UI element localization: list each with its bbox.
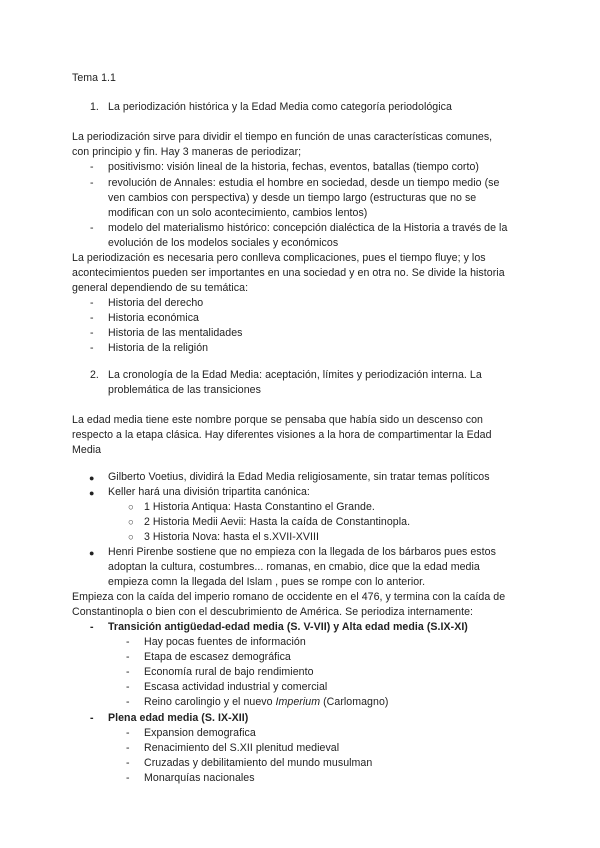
- bullet-marker: ●: [89, 548, 95, 558]
- paragraph-line: respecto a la etapa clásica. Hay diferentes visiones a la hora de compartimentar la Edad: [72, 429, 492, 441]
- list-item: Historia del derecho: [108, 297, 204, 309]
- paragraph-line: con principio y fin. Hay 3 maneras de periodizar;: [72, 146, 302, 158]
- paragraph-line: Constantinopla o bien con el descubrimiento de América. Se periodiza internamente:: [72, 606, 474, 618]
- sub-list-item: Expansion demografica: [144, 727, 256, 739]
- paragraph-line: Media: [72, 444, 102, 456]
- item-text: Reino carolingio y el nuevo: [144, 696, 276, 708]
- list-item-cont: empieza comn la llegada del Islam , pues se rompe con lo anterior.: [108, 576, 426, 588]
- list-item: revolución de Annales: estudia el hombre en sociedad, desde un tiempo medio (se: [108, 177, 500, 189]
- list-item: Henri Pirenbe sostiene que no empieza con la llegada de los bárbaros pues estos: [108, 546, 496, 558]
- section-title: La periodización histórica y la Edad Media como categoría periodológica: [108, 101, 452, 113]
- sub-list-item: 3 Historia Nova: hasta el s.XVII-XVIII: [144, 531, 319, 543]
- sub-list-item: Etapa de escasez demográfica: [144, 651, 291, 663]
- dash-marker: -: [126, 742, 130, 754]
- dash-marker: -: [126, 696, 130, 708]
- list-item: Keller hará una división tripartita canónica:: [108, 486, 310, 498]
- list-item: Historia de las mentalidades: [108, 327, 243, 339]
- bullet-marker: ●: [89, 473, 95, 483]
- dash-marker: -: [90, 327, 94, 339]
- sub-list-item: Economía rural de bajo rendimiento: [144, 666, 314, 678]
- dash-marker: -: [90, 222, 94, 234]
- section-number: 2.: [90, 369, 99, 381]
- sub-list-item: Monarquías nacionales: [144, 772, 255, 784]
- list-item-cont: evolución de los modelos sociales y económicos: [108, 237, 339, 249]
- sub-list-item: Hay pocas fuentes de información: [144, 636, 306, 648]
- paragraph-line: acontecimientos pueden ser importantes en una sociedad y en otra no. Se divide la historia: [72, 267, 505, 279]
- sub-list-item: Cruzadas y debilitamiento del mundo musulman: [144, 757, 373, 769]
- paragraph-line: La periodización es necesaria pero conlleva complicaciones, pues el tiempo fluye; y los: [72, 252, 486, 264]
- paragraph-line: La periodización sirve para dividir el tiempo en función de unas características comunes,: [72, 131, 493, 143]
- sub-list-item: Escasa actividad industrial y comercial: [144, 681, 328, 693]
- section-number: 1.: [90, 101, 99, 113]
- list-item-cont: ven cambios con perspectiva) y desde un tiempo largo (estructuras que no se: [108, 192, 477, 204]
- sub-list-item: 2 Historia Medii Aevii: Hasta la caída de Constantinopla.: [144, 516, 411, 528]
- dash-marker: -: [90, 342, 94, 354]
- paragraph-line: general dependiendo de su temática:: [72, 282, 249, 294]
- list-item: positivismo: visión lineal de la historia, fechas, eventos, batallas (tiempo corto): [108, 161, 479, 173]
- section-title: La cronología de la Edad Media: aceptación, límites y periodización interna. La: [108, 369, 482, 381]
- dash-marker: -: [126, 681, 130, 693]
- dash-marker: -: [126, 666, 130, 678]
- list-item: modelo del materialismo histórico: concepción dialéctica de la Historia a través de la: [108, 222, 508, 234]
- paragraph-line: Empieza con la caída del imperio romano de occidente en el 476, y termina con la caída de: [72, 591, 506, 603]
- item-text: (Carlomagno): [320, 696, 389, 708]
- list-item: Historia económica: [108, 312, 199, 324]
- sub-list-item: Renacimiento del S.XII plenitud medieval: [144, 742, 340, 754]
- dash-marker: -: [126, 636, 130, 648]
- list-item-cont: adoptan la cultura, costumbres... romanas, en cmabio, dice que la edad media: [108, 561, 480, 573]
- dash-marker: -: [90, 177, 94, 189]
- doc-heading: Tema 1.1: [72, 72, 116, 84]
- circle-marker: ○: [128, 502, 134, 513]
- sub-list-item: 1 Historia Antiqua: Hasta Constantino el Grande.: [144, 501, 375, 513]
- dash-marker: -: [90, 712, 94, 724]
- dash-marker: -: [90, 312, 94, 324]
- circle-marker: ○: [128, 517, 134, 528]
- dash-marker: -: [90, 621, 94, 633]
- section-title: problemática de las transiciones: [108, 384, 261, 396]
- list-item: Historia de la religión: [108, 342, 209, 354]
- item-italic-text: Imperium: [275, 696, 321, 708]
- list-item-cont: modifican con un solo acontecimiento, cambios lentos): [108, 207, 368, 219]
- sub-list-item: [144, 695, 388, 710]
- paragraph-line: La edad media tiene este nombre porque se pensaba que había sido un descenso con: [72, 414, 483, 426]
- list-item: Gilberto Voetius, dividirá la Edad Media religiosamente, sin tratar temas políticos: [108, 471, 490, 483]
- dash-marker: -: [90, 297, 94, 309]
- dash-marker: -: [126, 757, 130, 769]
- period-title: Transición antigüedad-edad media (S. V-VII) y Alta edad media (S.IX-XI): [108, 621, 468, 633]
- period-title: Plena edad media (S. IX-XII): [108, 712, 249, 724]
- dash-marker: -: [90, 161, 94, 173]
- dash-marker: -: [126, 727, 130, 739]
- dash-marker: -: [126, 772, 130, 784]
- dash-marker: -: [126, 651, 130, 663]
- bullet-marker: ●: [89, 488, 95, 498]
- circle-marker: ○: [128, 532, 134, 543]
